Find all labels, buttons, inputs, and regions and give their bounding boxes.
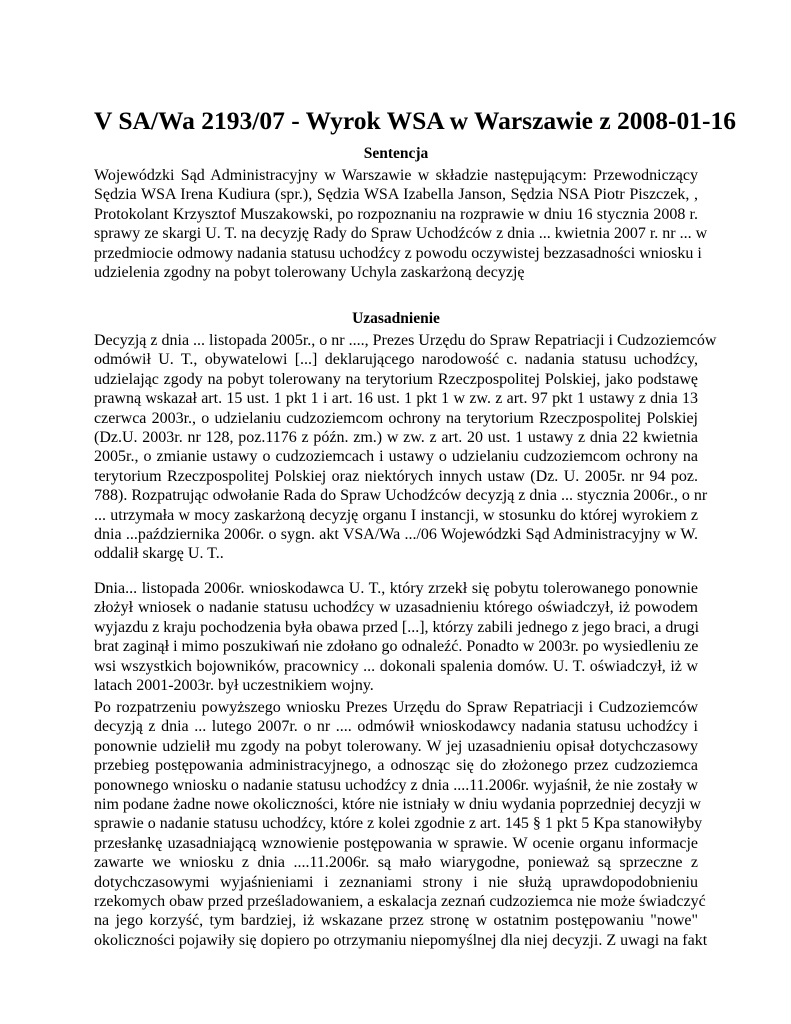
text-line: latach 2001-2003r. był uczestnikiem wojny. <box>94 677 374 695</box>
text-line: decyzją z dnia ... lutego 2007r. o nr .... odmówił wnioskodawcy nadania statusu uchodźcy i <box>94 718 698 736</box>
text-line: rzekomych obaw przed prześladowaniem, a eskalacja zeznań cudzoziemca nie może świadczyć <box>94 893 706 911</box>
text-line: złożył wniosek o nadanie statusu uchodźcy w uzasadnieniu którego oświadczył, iż powodem <box>94 599 698 617</box>
text-line: 788). Rozpatrując odwołanie Rada do Spraw Uchodźców decyzją z dnia ... stycznia 2006r., o nr <box>94 487 708 505</box>
text-line: Sędzia WSA Irena Kudiura (spr.), Sędzia WSA Izabella Janson, Sędzia NSA Piotr Piszczek, , <box>94 186 698 204</box>
text-line: ... utrzymała w mocy zaskarżoną decyzję organu I instancji, w stosunku do której wyrokiem z <box>94 506 698 524</box>
text-line: na jego korzyść, tym bardziej, iż wskazane przez stronę w ostatnim postępowaniu "nowe" <box>94 912 698 930</box>
text-line: przesłankę uzasadniającą wznowienie postępowania w sprawie. W ocenie organu informacje <box>94 834 698 852</box>
text-line: udzielając zgody na pobyt tolerowany na terytorium Rzeczpospolitej Polskiej, jako podstawę <box>94 370 698 388</box>
text-line: okoliczności pojawiły się dopiero po otrzymaniu niepomyślnej dla niej decyzji. Z uwagi na fakt <box>94 931 708 949</box>
text-line: zawarte we wniosku z dnia ....11.2006r. są mało wiarygodne, ponieważ są sprzeczne z <box>94 854 698 872</box>
text-line: nim podane żadne nowe okoliczności, które nie istniały w dniu wydania poprzedniej decyzji w <box>94 796 701 814</box>
section-heading-sentencja: Sentencja <box>363 145 429 162</box>
text-line: (Dz.U. 2003r. nr 128, poz.1176 z późn. zm.) w zw. z art. 20 ust. 1 ustawy z dnia 22 kwietnia <box>94 429 698 447</box>
text-line: dotychczasowymi wyjaśnieniami i zeznaniami strony i nie służą uprawdopodobnieniu <box>94 873 698 891</box>
text-line: prawną wskazał art. 15 ust. 1 pkt 1 i art. 16 ust. 1 pkt 1 w zw. z art. 97 pkt 1 ustawy z dnia 13 <box>94 390 698 408</box>
text-line: wyjazdu z kraju pochodzenia była obawa przed [...], którzy zabili jednego z jego braci, a drugi <box>94 618 700 636</box>
text-line: Dnia... listopada 2006r. wnioskodawca U. T., który zrzekł się pobytu tolerowanego ponownie <box>94 580 698 597</box>
section-heading-uzasadnienie: Uzasadnienie <box>352 310 440 327</box>
text-line: ponownego wniosku o nadanie statusu uchodźcy z dnia ....11.2006r. wyjaśnił, że nie zostały w <box>94 776 698 794</box>
text-line: odmówił U. T., obywatelowi [...] deklarującego narodowość c. nadania statusu uchodźcy, <box>94 351 698 369</box>
text-line: Decyzją z dnia ... listopada 2005r., o nr ...., Prezes Urzędu do Spraw Repatriacji i Cudzoziemców <box>94 332 717 349</box>
text-line: wsi wszystkich bojowników, pracownicy ... dokonali spalenia domów. U. T. oświadczył, iż w <box>94 657 698 675</box>
sentencja-paragraph <box>94 166 708 282</box>
page-title: V SA/Wa 2193/07 - Wyrok WSA w Warszawie z 2008-01-16 <box>94 106 737 135</box>
text-line: czerwca 2003r., o udzielaniu cudzoziemcom ochrony na terytorium Rzeczpospolitej Polskiej <box>94 409 698 427</box>
text-line: udzielenia zgodny na pobyt tolerowany Uchyla zaskarżoną decyzję <box>94 264 525 282</box>
text-line: 2005r., o zmianie ustawy o cudzoziemcach i ustawy o udzielaniu cudzoziemcom ochrony na <box>94 448 698 466</box>
text-line: sprawy ze skargi U. T. na decyzję Rady do Spraw Uchodźców z dnia ... kwietnia 2007 r. nr ... w <box>94 225 708 243</box>
text-line: przebieg postępowania administracyjnego, a odnosząc się do złożonego przez cudzoziemca <box>94 757 698 775</box>
uzasadnienie-paragraph-3 <box>94 698 708 950</box>
text-line: dnia ...października 2006r. o sygn. akt VSA/Wa .../06 Wojewódzki Sąd Administracyjny w W. <box>94 526 698 544</box>
text-line: ponownie udzielił mu zgody na pobyt tolerowany. W jej uzasadnieniu opisał dotychczasowy <box>94 737 698 755</box>
text-line: brat zaginął i mimo poszukiwań nie zdołano go odnaleźć. Ponadto w 2003r. po wysiedleniu ze <box>94 638 699 656</box>
uzasadnienie-paragraph-2 <box>94 579 698 695</box>
text-line: sprawie o nadanie statusu uchodźcy, które z kolei zgodnie z art. 145 § 1 pkt 5 Kpa stanowiłyby <box>94 815 703 833</box>
text-line: oddalił skargę U. T.. <box>94 545 224 563</box>
text-line: terytorium Rzeczpospolitej Polskiej oraz niektórych innych ustaw (Dz. U. 2005r. nr 94 poz. <box>94 467 698 485</box>
uzasadnienie-paragraph-1 <box>94 331 717 564</box>
text-line: Wojewódzki Sąd Administracyjny w Warszawie w składzie następującym: Przewodniczący <box>94 167 698 184</box>
text-line: Protokolant Krzysztof Muszakowski, po rozpoznaniu na rozprawie w dniu 16 stycznia 2008 r. <box>94 205 698 223</box>
text-line: przedmiocie odmowy nadania statusu uchodźcy z powodu oczywistej bezzasadności wniosku i <box>94 244 702 262</box>
text-line: Po rozpatrzeniu powyższego wniosku Prezes Urzędu do Spraw Repatriacji i Cudzoziemców <box>94 699 698 716</box>
